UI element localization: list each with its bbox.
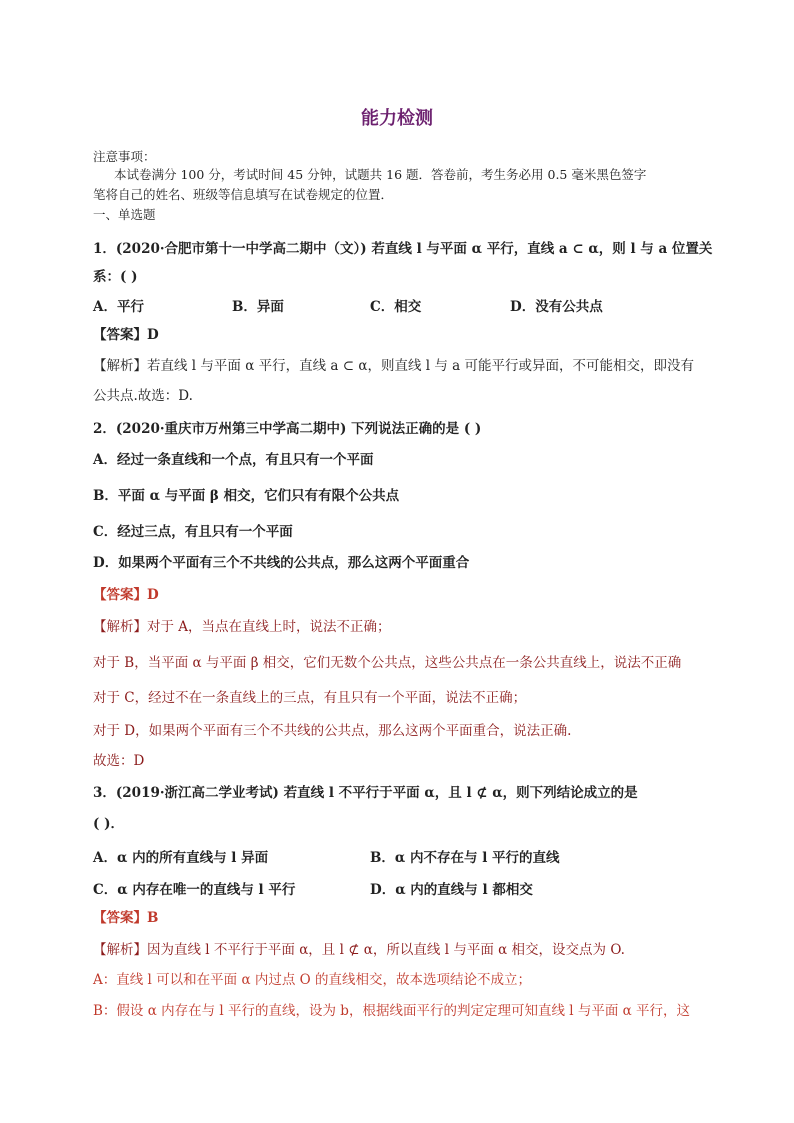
q3-stem-line-2: ( )． — [93, 816, 124, 832]
q3-answer: 【答案】B — [93, 910, 159, 926]
q3-stem-line-1: 3．(2019·浙江高二学业考试) 若直线 l 不平行于平面 α，且 l ⊄ α，则下列结论成立的是 — [93, 785, 638, 801]
q1-stem-line-1: 1．(2020·合肥市第十一中学高二期中（文）) 若直线 l 与平面 α 平行，直线 a ⊂ α，则 l 与 a 位置关 — [93, 241, 713, 257]
notice-line-2: 笔将自己的姓名、班级等信息填写在试卷规定的位置． — [93, 187, 394, 202]
q2-analysis-line-2: 对于 B，当平面 α 与平面 β 相交，它们无数个公共点，这些公共点在一条公共直线上，说法不正确 — [93, 655, 682, 671]
q2-answer: 【答案】D — [93, 587, 159, 603]
q1-analysis-line-2: 公共点.故选：D. — [93, 388, 193, 404]
q2-option-b: B．平面 α 与平面 β 相交，它们只有有限个公共点 — [93, 488, 400, 504]
notice-line-1: 本试卷满分 100 分，考试时间 45 分钟，试题共 16 题．答卷前，考生务必用 0.5 毫米黑色签字 — [114, 167, 647, 182]
q1-option-c: C．相交 — [370, 299, 422, 315]
q1-option-a: A．平行 — [93, 299, 144, 315]
q3-option-b: B．α 内不存在与 l 平行的直线 — [370, 850, 560, 866]
q1-option-b: B．异面 — [232, 299, 284, 315]
page-title: 能力检测 — [361, 108, 433, 129]
q2-option-d: D．如果两个平面有三个不共线的公共点，那么这两个平面重合 — [93, 555, 470, 571]
q2-option-a: A．经过一条直线和一个点，有且只有一个平面 — [93, 452, 374, 468]
q3-analysis-line-1: 【解析】因为直线 l 不平行于平面 α，且 l ⊄ α，所以直线 l 与平面 α 相交，设交点为 O. — [93, 942, 625, 958]
q1-analysis-line-1: 【解析】若直线 l 与平面 α 平行，直线 a ⊂ α，则直线 l 与 a 可能平行或异面，不可能相交，即没有 — [93, 358, 694, 374]
q3-option-d: D．α 内的直线与 l 都相交 — [370, 882, 533, 898]
q2-stem: 2．(2020·重庆市万州第三中学高二期中) 下列说法正确的是 ( ) — [93, 421, 482, 437]
q1-stem-line-2: 系：( ) — [93, 269, 138, 285]
q1-option-d: D．没有公共点 — [510, 299, 603, 315]
q3-analysis-line-2: A：直线 l 可以和在平面 α 内过点 O 的直线相交，故本选项结论不成立； — [93, 972, 531, 988]
q2-analysis-line-4: 对于 D，如果两个平面有三个不共线的公共点，那么这两个平面重合，说法正确. — [93, 723, 572, 739]
q1-answer: 【答案】D — [93, 327, 159, 343]
section-heading: 一、单选题 — [93, 207, 156, 222]
q3-option-a: A．α 内的所有直线与 l 异面 — [93, 850, 269, 866]
q2-option-c: C．经过三点，有且只有一个平面 — [93, 524, 293, 540]
q2-analysis-line-3: 对于 C，经过不在一条直线上的三点，有且只有一个平面，说法不正确； — [93, 690, 527, 706]
q2-analysis-line-5: 故选：D — [93, 753, 145, 769]
q3-option-c: C．α 内存在唯一的直线与 l 平行 — [93, 882, 296, 898]
q3-analysis-line-3: B：假设 α 内存在与 l 平行的直线，设为 b，根据线面平行的判定定理可知直线 l 与平面 α 平行，这 — [93, 1003, 691, 1019]
q2-analysis-line-1: 【解析】对于 A，当点在直线上时，说法不正确； — [93, 619, 391, 635]
notice-heading: 注意事项： — [93, 149, 156, 164]
